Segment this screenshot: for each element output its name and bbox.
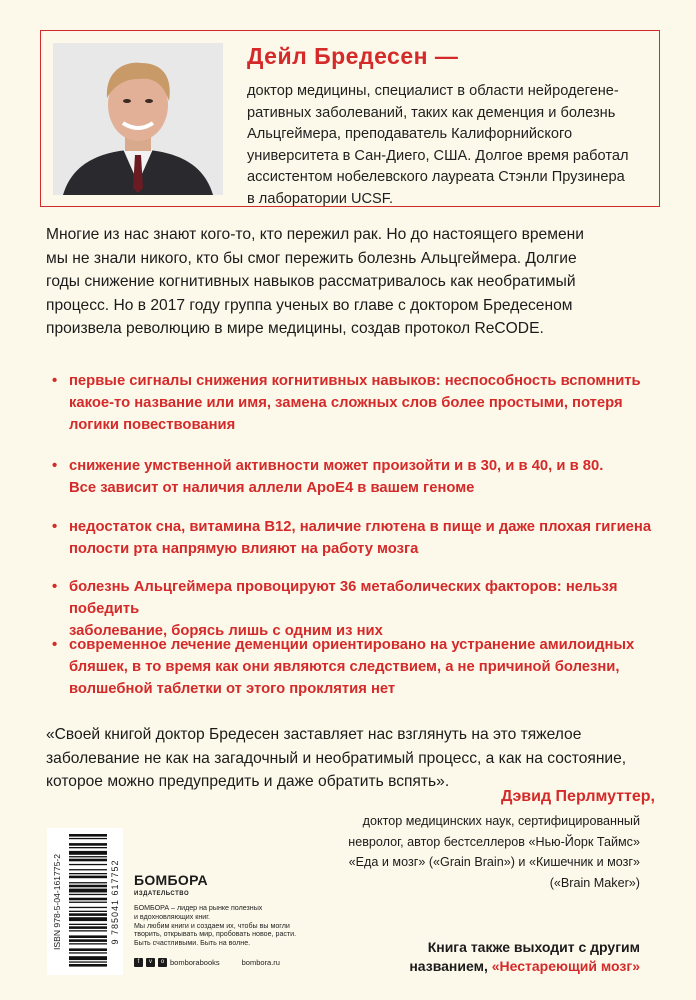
also-published-line-2: [380, 957, 640, 976]
quote-line: «Своей книгой доктор Бредесен заставляет нас взглянуть на это тяжелое: [46, 726, 582, 743]
publisher-website: bombora.ru: [241, 958, 280, 967]
barcode-bar: [69, 885, 107, 888]
author-bio: [247, 81, 647, 210]
quote-author-bio: [260, 811, 640, 893]
also-published-note: [380, 938, 640, 976]
publisher-description-line: Быть счастливыми. Быть на волне.: [134, 939, 251, 948]
quote-line: заболевание не как на загадочный и необратимый процесс, а как на состояние,: [46, 749, 627, 767]
facebook-icon: f: [134, 958, 143, 967]
bullet-marker: •: [52, 579, 58, 595]
also-published-prefix: названием,: [409, 958, 488, 974]
intro-line: процесс. Но в 2017 году группа ученых во главе с доктором Бредесеном: [46, 296, 573, 314]
barcode-bar: [69, 902, 107, 903]
barcode-bar: [69, 961, 107, 962]
barcode-bar: [69, 943, 107, 944]
isbn-text: ISBN 978-5-04-161775-2: [52, 853, 62, 950]
key-point-line: логики повествования: [69, 417, 236, 433]
quote-author-bio-line: доктор медицинских наук, сертифицированный: [362, 814, 640, 828]
key-point-line: Все зависит от наличия аллели ApoE4 в вашем геноме: [69, 480, 475, 496]
author-bio-line: ративных заболеваний, таких как деменция и болезнь: [247, 104, 616, 121]
author-bio-line: доктор медицины, специалист в области нейродегене-: [247, 83, 619, 99]
intro-line: Многие из нас знают кого-то, кто пережил рак. Но до настоящего времени: [46, 226, 584, 243]
barcode-bar: [69, 873, 107, 874]
publisher-logo: БОМБОРА: [134, 872, 208, 888]
author-box: [40, 30, 660, 207]
vk-icon: v: [146, 958, 155, 967]
key-point-line: заболевание, борясь лишь с одним из них: [69, 623, 383, 639]
barcode-bar: [69, 898, 107, 901]
alternative-title: «Нестареющий мозг»: [491, 958, 640, 974]
barcode-digits-text: 9 785041 617752: [110, 858, 120, 945]
barcode-bar: [69, 834, 107, 837]
intro-paragraph: [46, 223, 646, 341]
barcode-bar: [69, 838, 107, 839]
publisher-description: [134, 904, 324, 948]
barcode-digits: [108, 828, 122, 975]
author-bio-line: университета в Сан-Диего, США. Долгое время работал: [247, 147, 629, 164]
publisher-links: [134, 958, 280, 967]
barcode-bar: [69, 882, 107, 883]
key-point: [52, 370, 652, 436]
quote-line: которое можно предупредить и даже обратить вспять».: [46, 773, 450, 790]
also-published-line: Книга также выходит с другим: [427, 939, 640, 955]
barcode-bar: [69, 851, 107, 855]
barcode-bar: [69, 907, 107, 908]
barcode-bar: [69, 956, 107, 960]
publisher-description-line: БОМБОРА – лидер на рынке полезных: [134, 904, 263, 912]
quote-author-name: Дэвид Перлмуттер,: [501, 788, 655, 805]
barcode-bar: [69, 935, 107, 938]
key-point-line: недостаток сна, витамина B12, наличие глютена в пище и даже плохая гигиена: [69, 519, 652, 535]
publisher-social-handle: bomborabooks: [170, 958, 220, 967]
key-point-line: первые сигналы снижения когнитивных навыков: неспособность вспомнить: [69, 373, 641, 389]
author-photo: [53, 43, 223, 195]
barcode-bar: [69, 843, 107, 846]
publisher-subtitle: ИЗДАТЕЛЬСТВО: [134, 891, 190, 897]
intro-line: мы не знали никого, кто бы смог пережить болезнь Альцгеймера. Долгие: [46, 249, 577, 267]
barcode-bar: [69, 948, 107, 951]
barcode-bar: [69, 876, 107, 879]
barcode-bar: [69, 894, 107, 895]
barcode-bar: [69, 913, 107, 916]
quote-author-bio-line: невролог, автор бестселлеров «Нью-Йорк Таймс»: [348, 834, 640, 849]
barcode: [47, 828, 123, 975]
endorsement-quote: [46, 723, 656, 794]
key-point: [52, 455, 652, 499]
key-point-line: какое-то название или имя, замена сложных слов более простыми, потеря: [69, 395, 623, 411]
author-portrait-image: [53, 43, 223, 195]
barcode-bar: [69, 859, 107, 862]
intro-line: произвела революцию в мире медицины, создав протокол ReCODE.: [46, 320, 544, 338]
barcode-bar: [69, 847, 107, 848]
key-point: [52, 634, 652, 700]
barcode-bar: [69, 856, 107, 857]
barcode-bar: [69, 864, 107, 865]
barcode-bar: [69, 930, 107, 931]
barcode-bars: [69, 834, 107, 968]
instagram-icon: o: [158, 958, 167, 967]
key-point: [52, 576, 652, 642]
barcode-bar: [69, 889, 107, 893]
key-point-line: болезнь Альцгеймера провоцируют 36 метаболических факторов: нельзя победить: [69, 579, 618, 617]
barcode-bar: [69, 952, 107, 953]
key-point-line: бляшек, в то время как они являются следствием, а не причиной болезни,: [69, 659, 620, 675]
barcode-bar: [69, 926, 107, 929]
quote-author-bio-line: («Brain Maker»): [549, 875, 640, 890]
publisher-description-line: творить, открывать мир, пробовать новое, расти.: [134, 930, 297, 939]
publisher-description-line: Мы любим книги и создаем их, чтобы вы могли: [134, 921, 290, 930]
key-point-line: волшебной таблетки от этого проклятия нет: [69, 681, 396, 697]
author-name: Дейл Бредесен —: [247, 43, 459, 69]
bullet-marker: •: [52, 519, 58, 535]
intro-line: годы снижение когнитивных навыков рассматривалось как необратимый: [46, 273, 576, 291]
key-point-line: снижение умственной активности может произойти и в 30, и в 40, и в 80.: [69, 458, 604, 474]
key-point-line: современное лечение деменции ориентировано на устранение амилоидных: [69, 637, 635, 653]
author-bio-line: в лаборатории UCSF.: [247, 190, 394, 207]
key-point: [52, 516, 652, 560]
author-bio-line: Альцгеймера, преподаватель Калифорнийского: [247, 126, 573, 142]
publisher-description-line: и вдохновляющих книг.: [134, 912, 210, 921]
barcode-bar: [69, 911, 107, 912]
isbn-label: [47, 828, 67, 975]
quote-author-bio-line: «Еда и мозг» («Grain Brain») и «Кишечник и мозг»: [348, 855, 640, 869]
barcode-bar: [69, 939, 107, 942]
barcode-bar: [69, 869, 107, 870]
author-bio-line: ассистентом нобелевского лауреата Стэнли Прузинера: [247, 169, 625, 185]
bullet-marker: •: [52, 637, 58, 653]
bullet-marker: •: [52, 373, 58, 389]
barcode-bar: [69, 924, 107, 925]
key-point-line: полости рта напрямую влияют на работу мозга: [69, 541, 419, 557]
barcode-bar: [69, 964, 107, 967]
barcode-bar: [69, 917, 107, 921]
bullet-marker: •: [52, 458, 58, 474]
